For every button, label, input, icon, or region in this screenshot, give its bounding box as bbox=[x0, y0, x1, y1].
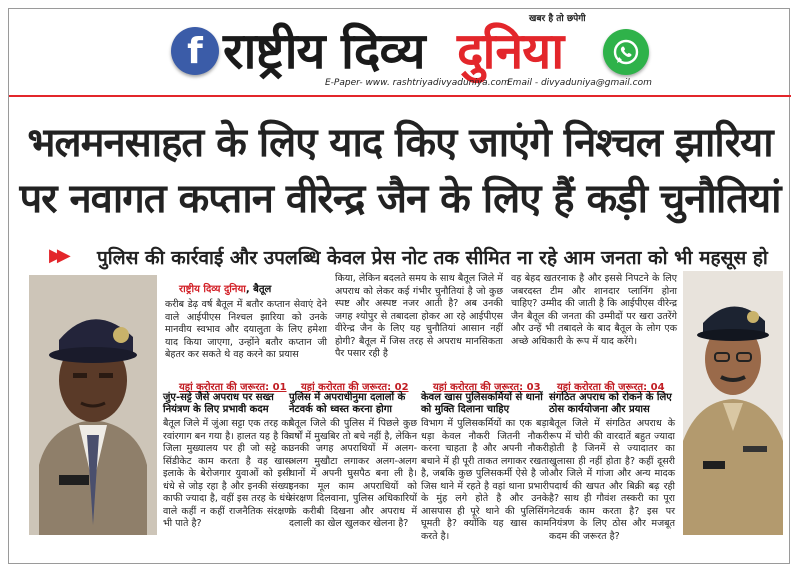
byline bbox=[179, 281, 271, 295]
whatsapp-icon[interactable] bbox=[603, 29, 649, 75]
section-body: विभाग में पुलिसकर्मियों का एक बड़ा धड़ा केवल नौकरी जितनी नौकरी करना चाहता है और अपनी नौकरी बचाने में ही पूरी ताकत लगाकर रखता है, जबकि कुछ पुलिसकर्मी ऐसे है जो जिस थाने में रहते है वहां थाना प्रभारी के मुंह लगे होते है और उनके आसपास ही पूरे थाने की पुलिसिंग घूमती है? क्योंकि यह खास काम करते है। bbox=[421, 418, 549, 542]
section-title: केवल खास पुलिसकर्मियों से थानों को मुक्ति दिलाना चाहिए bbox=[421, 392, 543, 415]
epaper-link[interactable]: E-Paper- www. rashtriyadivyaduniya.com bbox=[325, 78, 510, 88]
facebook-icon[interactable]: f bbox=[171, 27, 219, 75]
email-address[interactable]: Email - divyaduniya@gmail.com bbox=[507, 78, 652, 88]
section-label: यहां करोरता की जरूरत: 02 bbox=[301, 382, 409, 393]
officer-portrait-left bbox=[29, 275, 157, 535]
section-title: संगठित अपराध को रोकने के लिए ठोस कार्ययोजना और प्रयास bbox=[549, 392, 672, 415]
masthead-divider bbox=[9, 95, 791, 97]
section-title: जुंए-सट्टे जैसे अपराध पर सख्त नियंत्रण के लिए प्रभावी कदम bbox=[163, 392, 274, 415]
officer-portrait-right bbox=[683, 271, 783, 535]
headline-line-1: भलमनसाहत के लिए याद किए जाएंगे निश्चल झारिया bbox=[27, 120, 773, 166]
section-body: बैतूल जिले में जुंआ सट्टा एक तरह का रवांरगाग बन गया है। हालत यह है कि जिला मुख्यालय पर ही जो सट्टे का सिंडीकेट काम करता है वह खास इलाके के बेरोजगार युवाओं को इसी धंधे से जोड़ रहा है और इनकी संख्या काफी ज्यादा है, वहीं इस तरह के धंधे वाले कहीं न कहीं राजनैतिक संरक्षण भी पाते है? bbox=[163, 418, 291, 529]
masthead bbox=[9, 9, 791, 101]
section-label: यहां करोरता की जरूरत: 04 bbox=[557, 382, 665, 393]
section-body: बैतूल जिले में संगठित अपराध के रूप में चोरी की वारदातें बहुत ज्यादा होती है जिनमें से ज्यादातर का खुलासा ही नहीं होता है? कहीं दूसरी और जिले में गांजा और अन्य मादक पदार्थ की खपत और बिक्री बढ़ रही है? साथ ही गौवंश तस्करी का पूरा नेटवर्क काम करता है? इस पर नियंत्रण के लिए ठोस और मजबूत कदम की जरूरत है? bbox=[549, 418, 675, 542]
section-body: बैतूल जिले की पुलिस में पिछले कुछ वर्षों में मुखबिर तो बचे नहीं है, लेकिन उनकी जगह अपराधियों में अलग-अलग मुखौटा लगाकर अलग-अलग थानों में अपनी घुसपैठ बना ली है। इनका मूल काम अपराधियों को संरक्षण दिलवाना, पुलिस अधिकारियों के करीबी दिखना और अपराध में दलाली का खेल खुलकर खेलना है? bbox=[289, 418, 417, 529]
newspaper-tagline: खबर है तो छपेगी bbox=[529, 14, 586, 24]
section-title: पुलिस में अपराधीनुमा दलालों के नेटवर्क को ध्वस्त करना होगा bbox=[289, 392, 406, 415]
section-label: यहां करोरता की जरूरत: 01 bbox=[179, 382, 287, 393]
double-arrow-icon: ▶▶ bbox=[49, 245, 65, 266]
headline-line-2: पर नवागत कप्तान वीरेन्द्र जैन के लिए हैं कड़ी चुनौतियां bbox=[19, 176, 781, 222]
section-label: यहां करोरता की जरूरत: 03 bbox=[433, 382, 541, 393]
intro-column-1: करीब डेढ़ वर्ष बैतूल में बतौर कप्तान सेवाएं देने वाले आईपीएस निश्चल झारिया को उनके मानवीय स्वभाव और दयालुता के लिए हमेशा याद किया जाएगा, उन्होंने बतौर कप्तान जी बेहतर कर सकते थे वह करने का प्रयास bbox=[165, 299, 327, 360]
byline-source: राष्ट्रीय दिव्य दुनिया bbox=[179, 284, 246, 295]
newspaper-title-accent: दुनिया bbox=[457, 22, 564, 80]
newspaper-clipping bbox=[8, 8, 790, 564]
intro-column-2: किया, लेकिन बदलते समय के साथ बैतूल जिले में अपराध को लेकर कई गंभीर चुनौतियां है जो कुछ स्पष्ट और अस्पष्ट नजर आती है? अब उनकी जगह श्योपुर से तबादला होकर आ रहे आईपीएस वीरेन्द्र जैन के लिए यह चुनौतियां आसान नहीं होगी? बैतूल में जिस तरह से अपराध मानसिकता पैर पसार रही है bbox=[335, 273, 503, 359]
byline-place: , बैतूल bbox=[245, 284, 272, 295]
subheadline: पुलिस की कार्रवाई और उपलब्धि केवल प्रेस नोट तक सीमित ना रहे आम जनता को भी महसूस हो bbox=[97, 247, 768, 269]
newspaper-title: राष्ट्रीय दिव्य bbox=[223, 22, 425, 80]
intro-column-3: वह बेहद खतरनाक है और इससे निपटने के लिए जबरदस्त टीम और शानदार प्लानिंग होना चाहिए? उम्मीद की जाती है कि आईपीएस वीरेन्द्र जैन बैतूल की जनता की उम्मीदों पर खरा उतरेंगे और उन्हें भी तबादले के बाद बैतूल के लोग एक अच्छे अधिकारी के रूप में याद करेंगे। bbox=[511, 273, 677, 347]
